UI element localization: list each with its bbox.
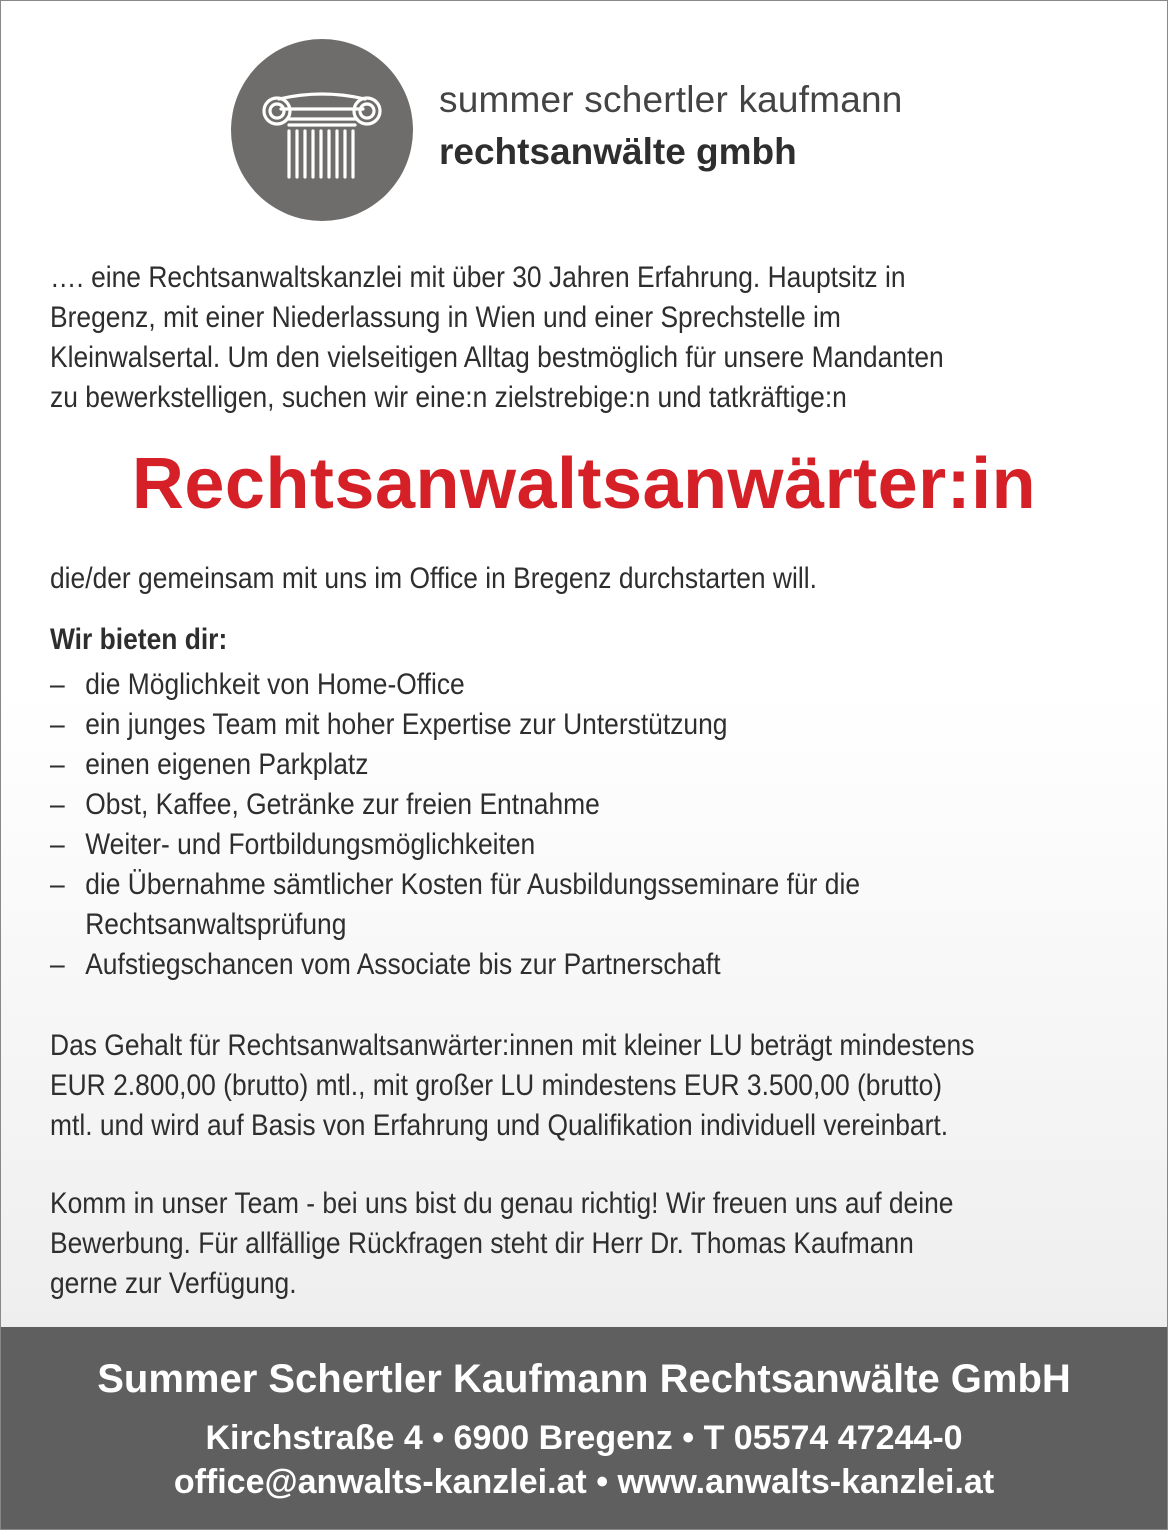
footer bbox=[1, 1327, 1167, 1529]
list-item: – die Übernahme sämtlicher Kosten für Ausbildungsseminare für die Rechtsanwaltsprüfung bbox=[50, 868, 861, 941]
job-title: Rechtsanwaltsanwärter:in bbox=[131, 444, 1037, 524]
footer-company: Summer Schertler Kaufmann Rechtsanwälte GmbH bbox=[97, 1357, 1071, 1401]
list-item: – einen eigenen Parkplatz bbox=[50, 748, 369, 781]
contact-paragraph: Komm in unser Team - bei uns bist du genau richtig! Wir freuen uns auf deine Bewerbung. Für allfällige Rückfragen steht dir Herr Dr. Thomas Kaufmann gerne zur Verfügung. bbox=[50, 1187, 954, 1300]
brand-subtitle: rechtsanwälte gmbh bbox=[439, 131, 797, 172]
list-item: – Obst, Kaffee, Getränke zur freien Entnahme bbox=[50, 788, 600, 821]
list-item: – Weiter- und Fortbildungsmöglichkeiten bbox=[50, 828, 536, 861]
offer-list bbox=[50, 665, 1018, 985]
salary-paragraph: Das Gehalt für Rechtsanwaltsanwärter:innen mit kleiner LU beträgt mindestens EUR 2.800,00 (brutto) mtl., mit großer LU mindestens EUR 3.500,00 (brutto) mtl. und wird auf Basis von Erfahrung und Qualifikation individuell vereinbart. bbox=[50, 1029, 975, 1142]
intro-paragraph: …. eine Rechtsanwaltskanzlei mit über 30 Jahren Erfahrung. Hauptsitz in Bregenz, mit einer Niederlassung in Wien und einer Sprechstelle im Kleinwalsertal. Um den vielseitigen Alltag bestmöglich für unsere Mandanten zu bewerkstelligen, suchen wir eine:n zielstrebige:n und tatkräftige:n bbox=[50, 261, 944, 414]
list-item: – die Möglichkeit von Home-Office bbox=[50, 668, 465, 701]
footer-address: Kirchstraße 4 • 6900 Bregenz • T 05574 47244-0 bbox=[205, 1419, 963, 1457]
footer-web: office@anwalts-kanzlei.at • www.anwalts-kanzlei.at bbox=[173, 1463, 995, 1501]
list-item: – ein junges Team mit hoher Expertise zur Unterstützung bbox=[50, 708, 728, 741]
header bbox=[231, 39, 1131, 221]
list-item: – Aufstiegschancen vom Associate bis zur Partnerschaft bbox=[50, 948, 721, 981]
logo bbox=[231, 39, 413, 221]
offer-title: Wir bieten dir: bbox=[50, 623, 228, 656]
ionic-column-icon bbox=[231, 39, 413, 221]
brand-name: summer schertler kaufmann bbox=[439, 79, 903, 120]
job-subtitle: die/der gemeinsam mit uns im Office in Bregenz durchstarten will. bbox=[50, 562, 817, 595]
